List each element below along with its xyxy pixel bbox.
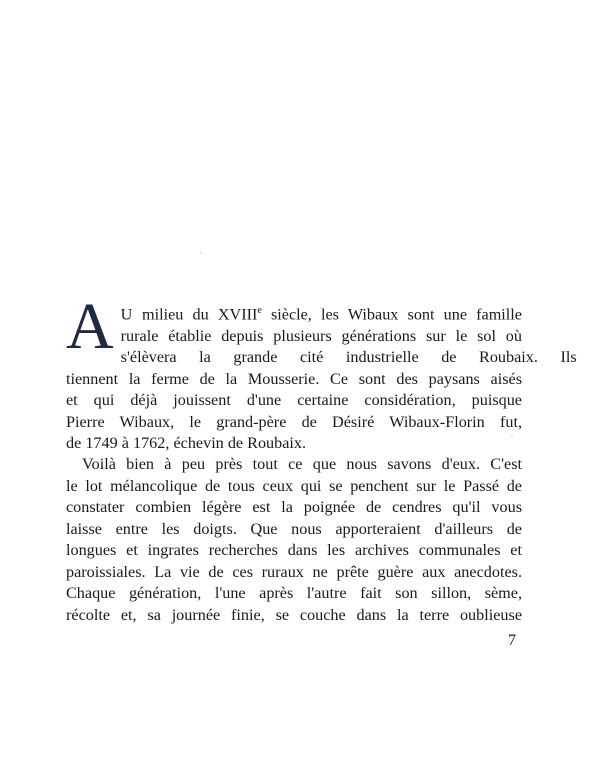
paragraph-2-line-3: constater combien légère est la poignée de cendres qu'il vous xyxy=(66,498,522,516)
paragraph-2 xyxy=(66,454,522,626)
page-number: 7 xyxy=(508,632,516,649)
print-speck: ⸱ xyxy=(200,249,202,257)
print-speck: ⸱ xyxy=(511,433,513,441)
paragraph-2-line-4: laisse entre les doigts. Que nous apporteraient d'ailleurs de xyxy=(66,519,522,538)
paragraph-1-line-5: et qui déjà jouissent d'une certaine considération, puisque xyxy=(66,391,522,410)
paragraph-1-line-3: s'élèvera la grande cité industrielle de Roubaix. Ils xyxy=(120,348,577,367)
paragraph-2-line-1: Voilà bien à peu près tout ce que nous savons d'eux. C'est xyxy=(82,455,522,473)
paragraph-1 xyxy=(66,290,577,455)
paragraph-2-line-2: le lot mélancolique de tous ceux qui se penchent sur le Passé de xyxy=(66,476,522,495)
paragraph-2-line-5: longues et ingrates recherches dans les archives communales et xyxy=(66,541,522,559)
paragraph-1-line-1: U milieu du XVIIIe siècle, les Wibaux sont une famille xyxy=(120,305,522,324)
drop-cap: A xyxy=(66,290,114,363)
paragraph-1-line-6: Pierre Wibaux, le grand-père de Désiré Wibaux-Florin fut, xyxy=(66,412,522,431)
paragraph-1-line-7: de 1749 à 1762, échevin de Roubaix. xyxy=(66,434,307,453)
paragraph-2-line-8: récolte et, sa journée finie, se couche dans la terre oublieuse xyxy=(66,605,522,624)
paragraph-1-line-4: tiennent la ferme de la Mousserie. Ce sont des paysans aisés xyxy=(66,369,522,388)
paragraph-1-line-2: rurale établie depuis plusieurs générations sur le sol où xyxy=(120,326,522,345)
paragraph-2-line-7: Chaque génération, l'une après l'autre fait son sillon, sème, xyxy=(66,584,522,602)
paragraph-2-line-6: paroissiales. La vie de ces ruraux ne prête guère aux anecdotes. xyxy=(66,562,522,581)
